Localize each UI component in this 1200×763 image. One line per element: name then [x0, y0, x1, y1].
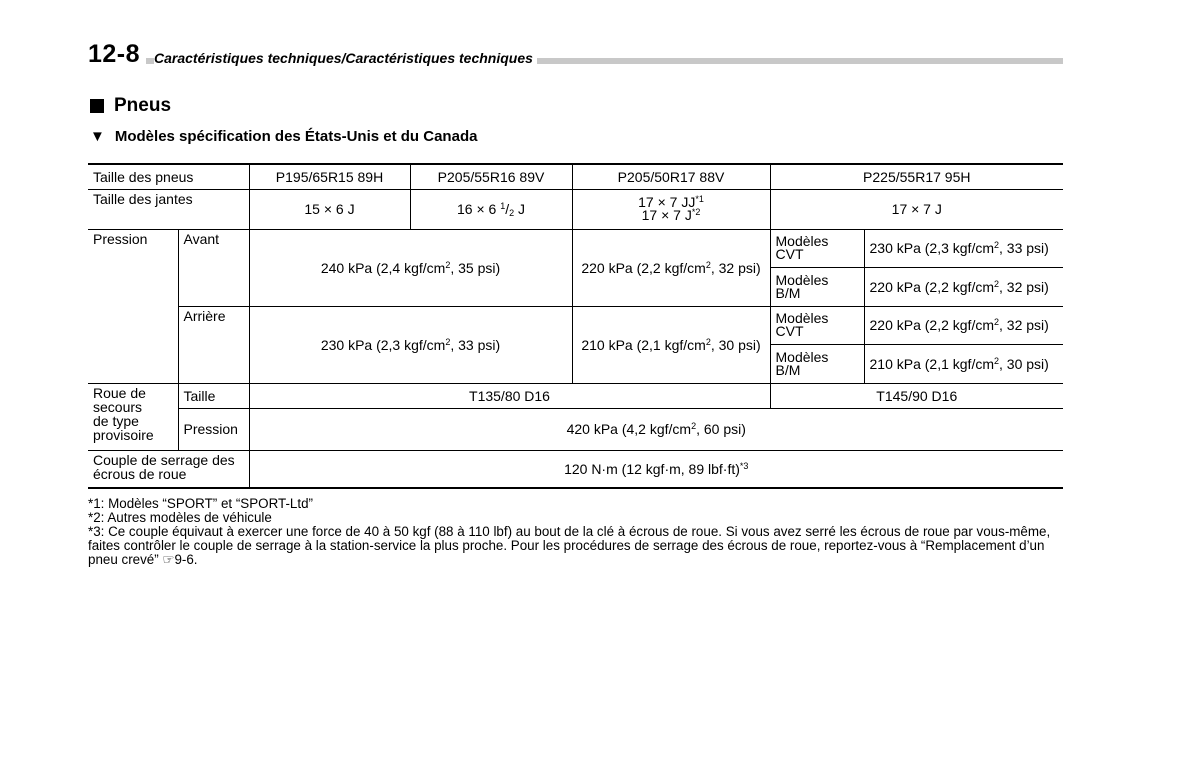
model-label: Modèles — [775, 271, 829, 288]
pressure-value-suffix: , 32 psi) — [710, 259, 761, 276]
triangle-down-icon: ▼ — [90, 128, 105, 145]
table-row — [88, 164, 1063, 189]
table-cell — [88, 229, 178, 383]
pressure-value: 220 kPa (2,2 kgf/cm — [869, 317, 995, 333]
table-cell — [864, 229, 1063, 267]
pressure-value-suffix: , 30 psi) — [710, 336, 761, 353]
footnote-mark: *1 — [695, 194, 704, 204]
footnote: *3: Ce couple équivaut à exercer une force de 40 à 50 kgf (88 à 110 lbf) au bout de la clé à écrous de roue. Si vous avez serré les écrous de roue par vous-même, faites contrôler le couple de serrage à la station-service la plus proche. Pour les procédures de serrage des écrous de roue, reportez-vous à “Remplacement d’un pneu crevé” ☞9-6. — [88, 524, 1051, 567]
table-cell — [249, 189, 410, 229]
page-header — [88, 38, 1063, 68]
table-cell — [249, 408, 1063, 450]
footnote: *2: Autres modèles de véhicule — [88, 510, 272, 525]
table-cell — [770, 267, 864, 306]
tire-spec-table — [88, 163, 1063, 489]
model-label: CVT — [775, 246, 804, 262]
pressure-value: 220 kPa (2,2 kgf/cm — [581, 259, 706, 276]
table-cell — [572, 164, 770, 189]
footnote-mark: *2 — [691, 207, 701, 217]
table-cell — [88, 164, 249, 189]
table-cell — [770, 306, 864, 344]
pressure-value: 420 kPa (4,2 kgf/cm — [566, 421, 692, 437]
tire-size: P195/65R15 89H — [275, 168, 384, 185]
row-sublabel: Pression — [183, 421, 238, 437]
pressure-value-suffix: , 32 psi) — [999, 278, 1049, 295]
table-cell — [864, 267, 1063, 306]
section-title: Pneus — [114, 95, 172, 116]
pressure-value: 230 kPa (2,3 kgf/cm — [320, 336, 446, 353]
rim-size: 17 × 7 J — [891, 201, 942, 217]
table-cell — [864, 344, 1063, 383]
spare-size: T135/80 D16 — [469, 387, 550, 404]
model-label: B/M — [775, 361, 801, 378]
table-cell — [249, 450, 1063, 488]
row-label: de type — [93, 412, 139, 429]
table-row — [88, 383, 1063, 408]
pressure-value-suffix: , 33 psi) — [450, 336, 501, 353]
table-cell — [178, 306, 249, 383]
table-cell — [88, 383, 178, 450]
tire-size: P225/55R17 95H — [863, 168, 971, 185]
table-cell — [770, 344, 864, 383]
rim-size: 15 × 6 J — [304, 201, 355, 217]
fraction-slash: / — [505, 201, 510, 217]
pressure-value: 220 kPa (2,2 kgf/cm — [869, 278, 995, 295]
row-label: Taille des pneus — [93, 168, 194, 185]
table-cell — [88, 189, 249, 229]
table-cell — [178, 408, 249, 450]
pressure-value: 240 kPa (2,4 kgf/cm — [320, 259, 446, 276]
rim-size: 16 × 6 — [456, 201, 501, 217]
row-sublabel: Taille — [183, 387, 216, 404]
row-sublabel: Avant — [183, 230, 220, 247]
subsection-title: Modèles spécification des États-Unis et du Canada — [114, 128, 478, 145]
row-label: provisoire — [93, 426, 154, 443]
model-label: Modèles — [775, 233, 829, 249]
superscript: 2 — [445, 259, 451, 270]
superscript: 2 — [445, 336, 451, 347]
torque-value: 120 N·m (12 kgf·m, 89 lbf·ft) — [564, 460, 740, 477]
table-cell — [572, 229, 770, 306]
table-cell — [770, 189, 1063, 229]
row-label: écrous de roue — [93, 465, 187, 482]
section-heading — [90, 95, 171, 117]
row-label: secours — [93, 398, 143, 415]
table-row — [88, 306, 1063, 344]
table-cell — [249, 229, 572, 306]
model-label: Modèles — [775, 348, 829, 365]
footnote-mark: *3 — [739, 460, 749, 471]
row-label: Pression — [93, 230, 148, 247]
table-cell — [249, 383, 770, 408]
superscript: 2 — [705, 259, 711, 270]
row-label: Taille des jantes — [93, 190, 193, 207]
footnotes — [88, 497, 1066, 567]
superscript: 2 — [994, 240, 1000, 250]
superscript: 2 — [705, 336, 711, 347]
pressure-value: 230 kPa (2,3 kgf/cm — [869, 240, 995, 256]
row-sublabel: Arrière — [183, 307, 226, 324]
tire-size: P205/50R17 88V — [617, 168, 725, 185]
table-row — [88, 450, 1063, 488]
rim-size: 17 × 7 J — [641, 207, 692, 223]
pressure-value: 210 kPa (2,1 kgf/cm — [869, 355, 995, 372]
row-label: Couple de serrage des — [93, 451, 235, 468]
table-cell — [249, 306, 572, 383]
page-number: 12-8 — [88, 40, 141, 68]
table-row — [88, 408, 1063, 450]
model-label: B/M — [775, 284, 801, 301]
table-cell — [572, 189, 770, 229]
table-cell — [770, 229, 864, 267]
fraction-numerator: 1 — [500, 201, 506, 211]
table-row — [88, 189, 1063, 229]
superscript: 2 — [994, 278, 1000, 289]
table-cell — [770, 383, 1063, 408]
rim-size: 17 × 7 JJ — [638, 194, 696, 210]
model-label: Modèles — [775, 310, 829, 326]
superscript: 2 — [994, 355, 1000, 366]
footnote: *1: Modèles “SPORT” et “SPORT-Ltd” — [88, 496, 313, 511]
pressure-value: 210 kPa (2,1 kgf/cm — [581, 336, 706, 353]
table-cell — [410, 189, 572, 229]
table-cell — [88, 450, 249, 488]
table-cell — [864, 306, 1063, 344]
model-label: CVT — [775, 323, 804, 339]
table-cell — [410, 164, 572, 189]
table-cell — [249, 164, 410, 189]
rim-size-suffix: J — [514, 201, 525, 217]
table-cell — [178, 229, 249, 306]
pressure-value-suffix: , 32 psi) — [999, 317, 1049, 333]
chapter-title: Caractéristiques techniques/Caractéristiques techniques — [154, 50, 537, 66]
fraction-denominator: 2 — [509, 208, 515, 218]
pressure-value-suffix: , 30 psi) — [999, 355, 1049, 372]
pressure-value-suffix: , 35 psi) — [450, 259, 501, 276]
table-cell — [178, 383, 249, 408]
tire-size: P205/55R16 89V — [437, 168, 545, 185]
table-cell — [770, 164, 1063, 189]
superscript: 2 — [994, 317, 1000, 327]
pressure-value-suffix: , 60 psi) — [696, 421, 746, 437]
pressure-value-suffix: , 33 psi) — [999, 240, 1049, 256]
spare-size: T145/90 D16 — [876, 387, 958, 404]
superscript: 2 — [691, 421, 697, 431]
square-bullet-icon — [90, 99, 104, 113]
table-cell — [572, 306, 770, 383]
row-label: Roue de — [93, 384, 146, 401]
subsection-heading — [90, 128, 477, 145]
table-row — [88, 229, 1063, 267]
